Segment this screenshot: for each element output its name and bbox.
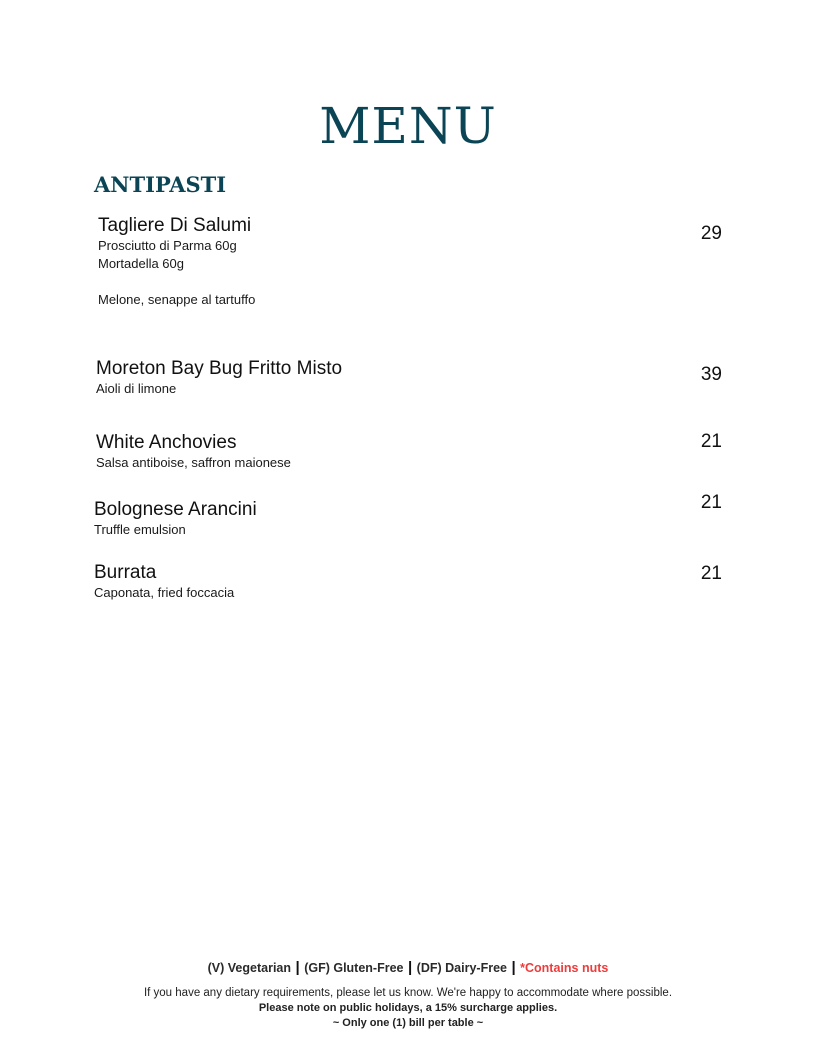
menu-title: MENU [319, 96, 497, 155]
menu-item-description: Salsa antiboise, saffron maionese [96, 455, 291, 470]
menu-item-description: Melone, senappe al tartuffo [98, 292, 256, 307]
legend-dairy-free: (DF) Dairy-Free [416, 961, 507, 975]
dietary-legend [0, 960, 816, 976]
legend-separator: | [407, 959, 413, 976]
menu-item-description: Prosciutto di Parma 60g [98, 238, 237, 253]
menu-item-price: 29 [700, 223, 722, 244]
menu-item-name: White Anchovies [96, 432, 237, 453]
menu-item [94, 498, 257, 539]
menu-item [96, 357, 342, 398]
legend-vegetarian: (V) Vegetarian [207, 961, 292, 975]
menu-item-name: Bolognese Arancini [94, 499, 257, 520]
menu-item-price: 39 [700, 364, 722, 385]
menu-item-description: Mortadella 60g [98, 256, 184, 271]
menu-item-price: 21 [700, 492, 722, 513]
legend-separator: | [295, 959, 300, 976]
surcharge-note: Please note on public holidays, a 15% surcharge applies. [258, 1002, 558, 1014]
menu-item-name: Tagliere Di Salumi [98, 215, 252, 236]
bill-note: ~ Only one (1) bill per table ~ [332, 1017, 484, 1029]
menu-item-description: Truffle emulsion [94, 522, 186, 537]
menu-item-price: 21 [700, 431, 722, 452]
menu-item-description: Aioli di limone [96, 381, 177, 396]
menu-item-name: Burrata [94, 562, 157, 583]
dietary-note: If you have any dietary requirements, please let us know. We're happy to accommodate where possible. [143, 987, 673, 999]
menu-item [98, 214, 255, 309]
section-title-antipasti: ANTIPASTI [94, 172, 227, 197]
menu-item [94, 561, 234, 602]
menu-item-name: Moreton Bay Bug Fritto Misto [96, 358, 343, 379]
menu-item-description: Caponata, fried foccacia [94, 585, 235, 600]
menu-item-price: 21 [700, 563, 722, 584]
legend-contains-nuts: *Contains nuts [520, 961, 609, 975]
legend-separator: | [511, 959, 516, 976]
legend-gluten-free: (GF) Gluten-Free [304, 961, 404, 975]
menu-item [96, 431, 291, 472]
